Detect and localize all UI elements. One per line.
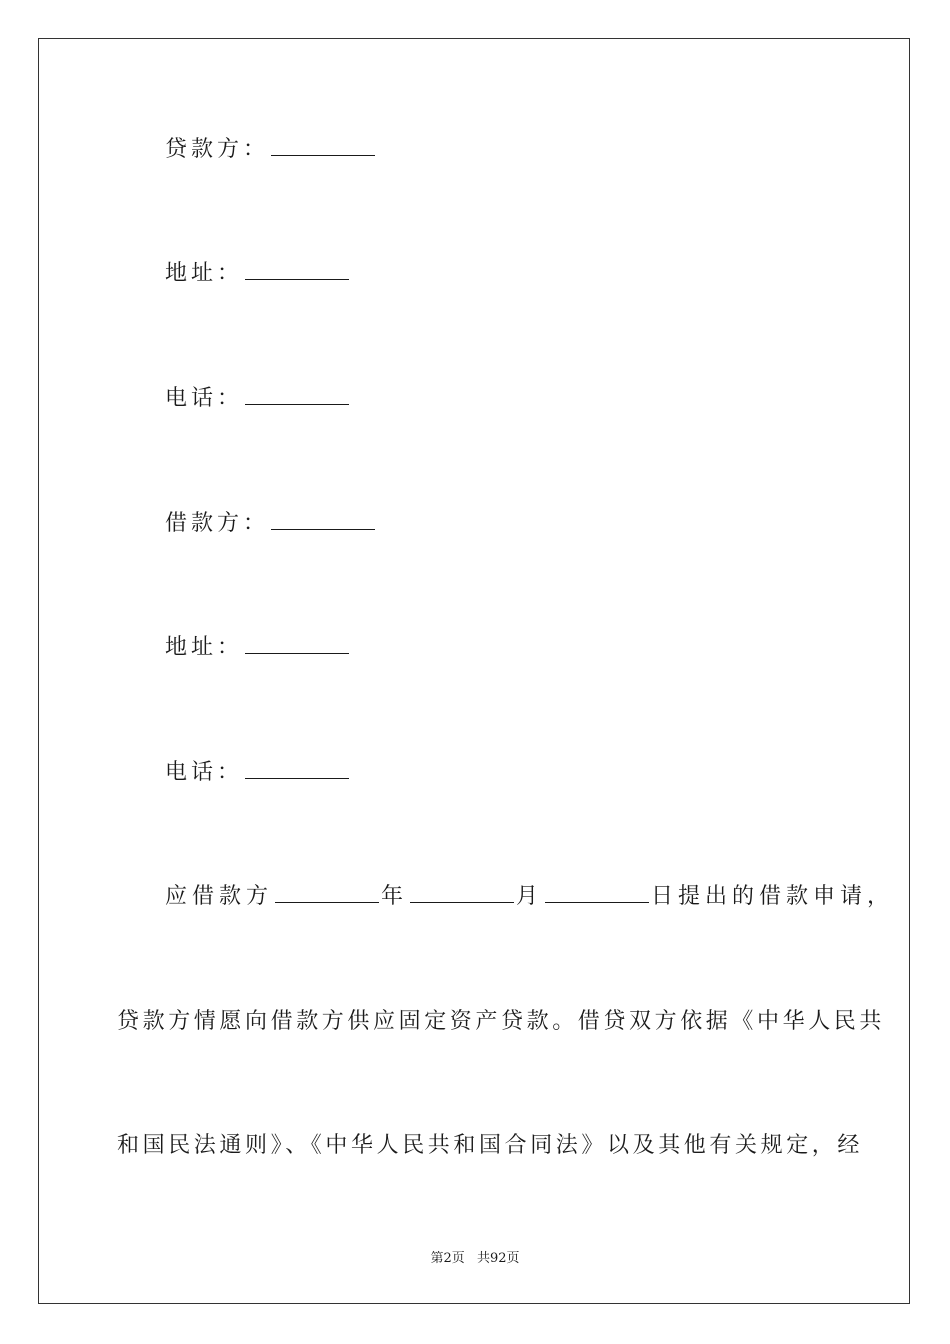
borrower-phone-label: 电话： [165,760,244,785]
lender-field [165,135,377,165]
borrower-label: 借款方： [165,511,270,536]
lender-phone-blank [245,384,349,405]
month-label: 月 [516,884,544,909]
paragraph-part-2: 日提出的借款申请， [651,884,895,909]
page-footer [0,1247,950,1266]
page-frame [38,38,910,1304]
month-blank [410,882,514,903]
year-label: 年 [381,884,409,909]
lender-address-blank [245,259,349,280]
paragraph-line-1 [165,882,894,912]
borrower-address-blank [245,633,349,654]
borrower-address-label: 地址： [165,635,244,660]
day-blank [545,882,649,903]
paragraph-part-1: 应借款方 [165,884,274,909]
lender-phone-label: 电话： [165,386,244,411]
borrower-blank [271,509,375,530]
paragraph-line-3: 和国民法通则》、《中华人民共和国合同法》以及其他有关规定，经 [117,1133,864,1158]
lender-phone-field [165,384,351,414]
lender-label: 贷款方： [165,137,270,162]
paragraph-line-2: 贷款方情愿向借款方供应固定资产贷款。借贷双方依据《中华人民共 [117,1009,886,1034]
total-pages: 共92页 [476,1251,520,1266]
borrower-address-field [165,633,351,663]
lender-blank [271,135,375,156]
page-number: 第2页 [430,1251,465,1266]
lender-address-label: 地址： [165,261,244,286]
year-blank [275,882,379,903]
borrower-field [165,509,377,539]
lender-address-field [165,259,351,289]
borrower-phone-field [165,758,351,788]
borrower-phone-blank [245,758,349,779]
